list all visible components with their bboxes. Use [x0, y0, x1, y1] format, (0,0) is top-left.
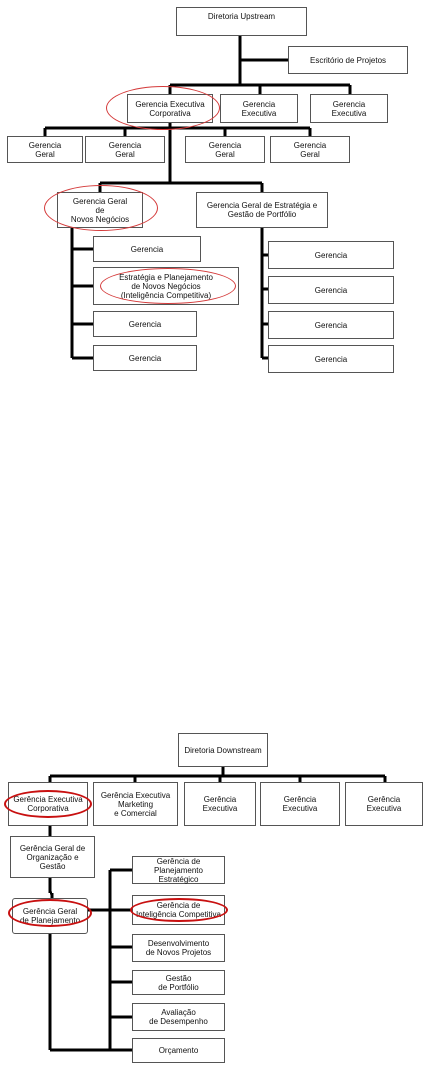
general-3-box: Gerencia Geral [185, 136, 265, 163]
portfolio-box: Gestão de Portfólio [132, 970, 225, 995]
org-management-box: Gerência Geral de Organização e Gestão [10, 836, 95, 878]
general-4-box: Gerencia Geral [270, 136, 350, 163]
sp-item-box: Gerencia [268, 311, 394, 339]
competitive-intelligence-box: Gerência de Inteligência Competitiva [132, 895, 225, 925]
budget-box: Orçamento [132, 1038, 225, 1063]
nb-item-box: Gerencia [93, 236, 201, 262]
nb-item-box: Gerencia [93, 345, 197, 371]
exec-corporate-box: Gerencia Executiva Corporativa [127, 94, 213, 123]
projects-office-box: Escritório de Projetos [288, 46, 408, 74]
director-downstream-box: Diretoria Downstream [178, 733, 268, 767]
new-projects-box: Desenvolvimento de Novos Projetos [132, 934, 225, 962]
sp-item-box: Gerencia [268, 276, 394, 304]
exec-3-box: Gerencia Executiva [310, 94, 388, 123]
performance-box: Avaliação de Desempenho [132, 1003, 225, 1031]
exec-4-box: Gerência Executiva [260, 782, 340, 826]
strategic-planning-box: Gerência de Planejamento Estratégico [132, 856, 225, 884]
strategy-portfolio-box: Gerencia Geral de Estratégia e Gestão de Portfólio [196, 192, 328, 228]
sp-item-box: Gerencia [268, 241, 394, 269]
exec-marketing-box: Gerência Executiva Marketing e Comercial [93, 782, 178, 826]
general-1-box: Gerencia Geral [7, 136, 83, 163]
new-business-box: Gerencia Geral de Novos Negócios [57, 192, 143, 228]
exec-3-box: Gerência Executiva [184, 782, 256, 826]
planning-box: Gerência Geral de Planejamento [12, 898, 88, 934]
exec-corporate-box: Gerência Executiva Corporativa [8, 782, 88, 826]
general-2-box: Gerencia Geral [85, 136, 165, 163]
competitive-intelligence-box: Estratégia e Planejamento de Novos Negócios (Inteligência Competitiva) [93, 267, 239, 305]
sp-item-box: Gerencia [268, 345, 394, 373]
exec-5-box: Gerência Executiva [345, 782, 423, 826]
nb-item-box: Gerencia [93, 311, 197, 337]
director-upstream-box: Diretoria Upstream [176, 7, 307, 36]
exec-2-box: Gerencia Executiva [220, 94, 298, 123]
